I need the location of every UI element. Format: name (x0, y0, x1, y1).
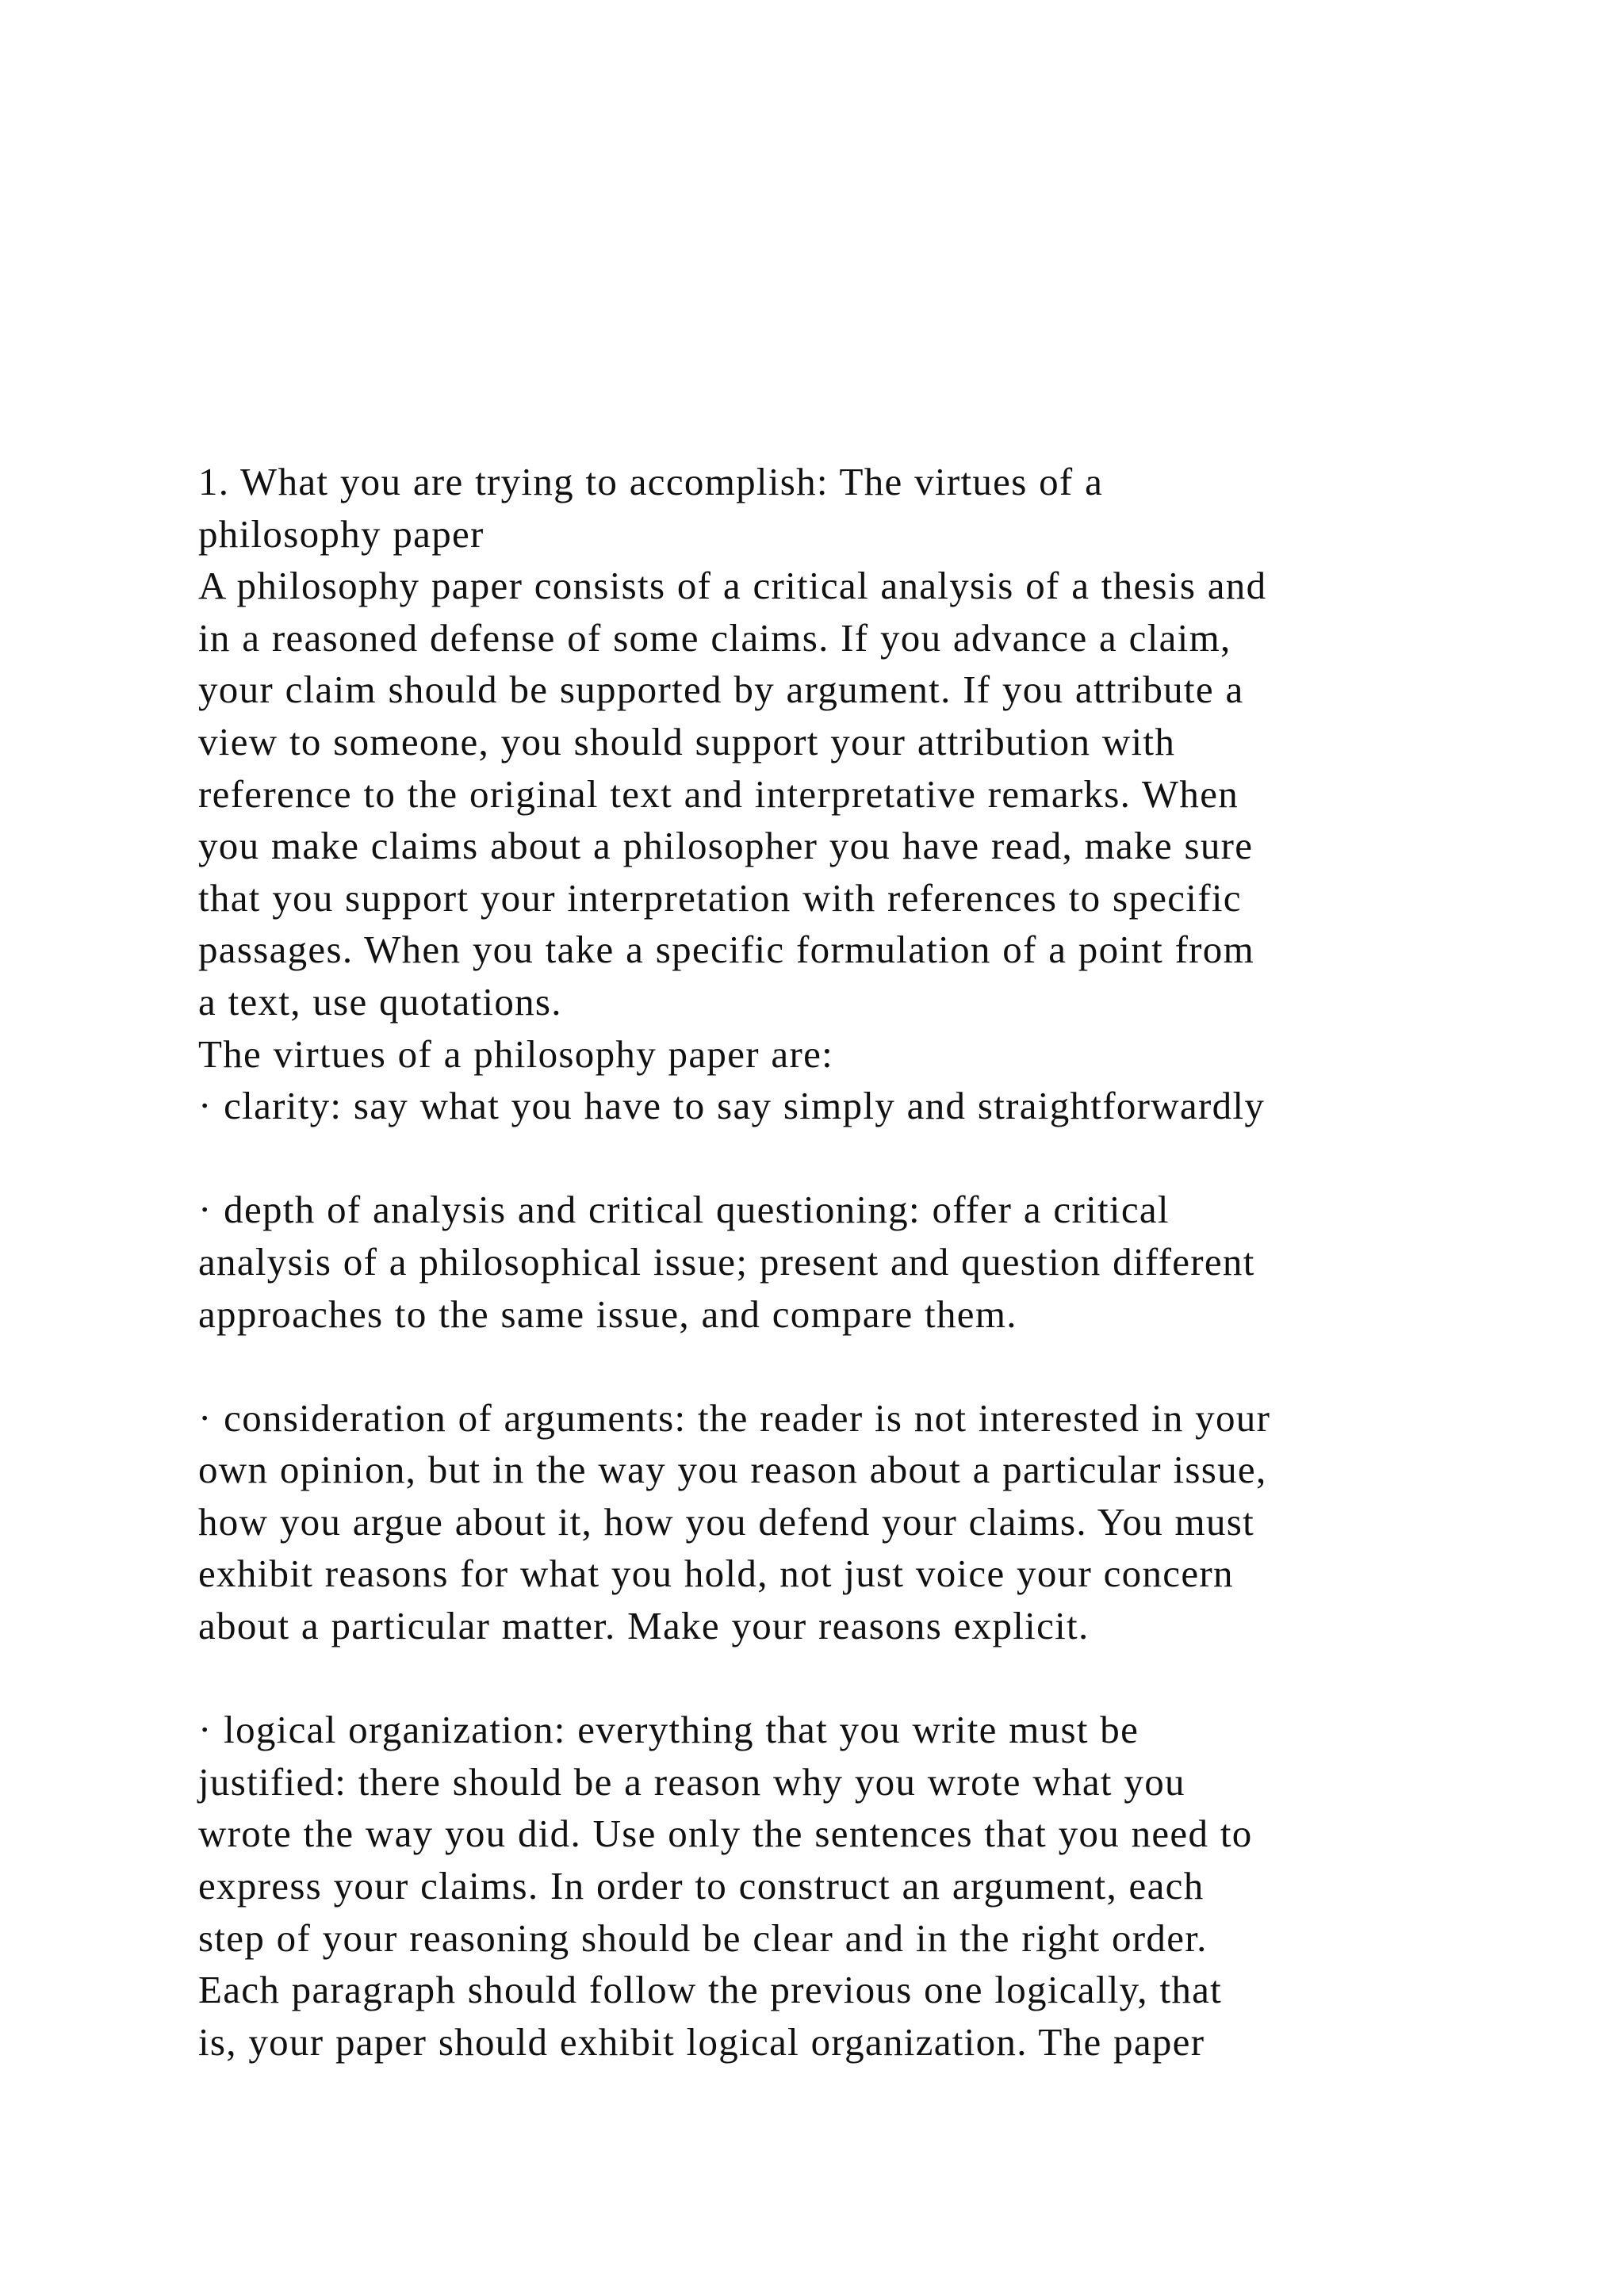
document-body (198, 456, 1507, 2068)
bullet-logical-organization-line: wrote the way you did. Use only the sentences that you need to (198, 1812, 1253, 1856)
bullet-arguments-line: about a particular matter. Make your reasons explicit. (198, 1604, 1090, 1648)
bullet-arguments-line: own opinion, but in the way you reason about a particular issue, (198, 1448, 1267, 1492)
body-text-line: in a reasoned defense of some claims. If you advance a claim, (198, 615, 1231, 660)
body-text-line: passages. When you take a specific formulation of a point from (198, 928, 1255, 972)
bullet-clarity-line: · clarity: say what you have to say simply and straightforwardly (198, 1084, 1266, 1128)
bullet-logical-organization-line: is, your paper should exhibit logical organization. The paper (198, 2019, 1205, 2064)
blank-line (198, 1652, 1507, 1705)
body-text-line: A philosophy paper consists of a critical analysis of a thesis and (198, 564, 1267, 608)
bullet-arguments-line: exhibit reasons for what you hold, not just voice your concern (198, 1552, 1234, 1596)
body-text-line: a text, use quotations. (198, 979, 562, 1024)
bullet-logical-organization-line: · logical organization: everything that you write must be (198, 1708, 1139, 1752)
bullet-depth-line: approaches to the same issue, and compare them. (198, 1292, 1017, 1336)
section-heading-line-2: philosophy paper (198, 511, 485, 556)
blank-line (198, 1340, 1507, 1392)
body-text-line: The virtues of a philosophy paper are: (198, 1031, 834, 1076)
bullet-depth-line: · depth of analysis and critical questioning: offer a critical (198, 1188, 1170, 1232)
blank-line (198, 1132, 1507, 1184)
body-text-line: your claim should be supported by argument. If you attribute a (198, 668, 1244, 712)
bullet-arguments-line: · consideration of arguments: the reader is not interested in your (198, 1395, 1271, 1440)
body-text-line: view to someone, you should support your attribution with (198, 719, 1176, 763)
body-text-line: that you support your interpretation with references to specific (198, 875, 1242, 920)
bullet-logical-organization-line: express your claims. In order to construct an argument, each (198, 1864, 1205, 1908)
bullet-logical-organization-line: step of your reasoning should be clear and in the right order. (198, 1915, 1208, 1960)
bullet-arguments-line: how you argue about it, how you defend your claims. You must (198, 1499, 1255, 1544)
body-text-line: reference to the original text and interpretative remarks. When (198, 771, 1239, 816)
body-text-line: you make claims about a philosopher you have read, make sure (198, 824, 1254, 868)
bullet-logical-organization-line: justified: there should be a reason why you wrote what you (198, 1759, 1185, 1804)
bullet-depth-line: analysis of a philosophical issue; present and question different (198, 1239, 1255, 1284)
bullet-logical-organization-line: Each paragraph should follow the previous one logically, that (198, 1968, 1223, 2012)
section-heading-line-1: 1. What you are trying to accomplish: The virtues of a (198, 460, 1104, 503)
